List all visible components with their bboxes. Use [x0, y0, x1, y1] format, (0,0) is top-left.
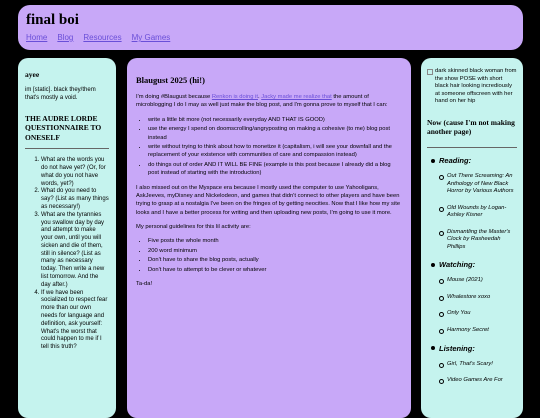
- nav-resources-link[interactable]: Resources: [83, 33, 122, 42]
- bullet-icon: [431, 159, 435, 163]
- profile-name: ayee: [25, 70, 40, 79]
- post-intro-text: the amount of microblogging I do I may as well just make the blog post, and I'm gonna prove to myself that I can:: [136, 94, 388, 109]
- divider: [25, 148, 109, 149]
- list-item: Mouse (2021): [447, 277, 517, 285]
- divider: [427, 147, 517, 148]
- left-sidebar: [18, 58, 116, 418]
- nav-my-games-link[interactable]: My Games: [131, 33, 171, 42]
- watching-heading: [431, 260, 517, 269]
- post-paragraph: I also missed out on the Myspace era because I mostly used the computer to use Yahooligans, AskJeeves, myDisney and Nickelodeon, and games that didn't connect to other players and have been trying to grasp at a nostalgia I've been on the fringes of by getting neocities. Now that I like how my site looks and I have a better process for writing and then uploading new posts, I'm going to use it more.: [136, 184, 401, 216]
- post-intro-text: .: [257, 94, 262, 100]
- now-title: Now (cause I'm not making another page): [427, 117, 515, 137]
- list-item: Harmony Secret: [447, 327, 517, 335]
- listening-list: [427, 361, 517, 385]
- list-item: Out There Screaming: An Anthology of New Black Horror by Various Authors: [447, 173, 517, 196]
- blog-post: [127, 58, 411, 418]
- list-item: Girl, That's Scary!: [447, 361, 517, 369]
- listening-label: Listening:: [439, 343, 475, 353]
- reading-label: Reading:: [439, 156, 472, 166]
- profile-bio: im [static]. black they/them that's mostly a void.: [25, 87, 96, 101]
- watching-label: Watching:: [439, 260, 476, 270]
- reading-list: [427, 173, 517, 251]
- list-item: • use the energy I spend on doomscrolling/angryposting on making a cohesive (to me) blog post instead: [148, 125, 402, 142]
- post-title: Blaugust 2025 (hi!): [136, 75, 205, 85]
- site-header: [18, 5, 523, 50]
- list-item: Dismantling the Master's Clock by Rasheedah Phillips: [447, 229, 517, 252]
- list-item: 3. What are the tyrannies you swallow day by day and attempt to make your own, until you will sicken and die of them, still in silence? (List as many as necessary today. Then write a new list tomorrow. And the day after.): [41, 212, 109, 290]
- post-intro-text: I'm doing #Blaugust because: [136, 94, 212, 100]
- post-paragraph: My personal guidelines for this lil activity are:: [136, 224, 251, 231]
- bullet-icon: [431, 263, 435, 267]
- bullet-icon: [431, 346, 435, 350]
- list-item: • do things out of order AND IT WILL BE FINE (example is this post because I already did a blog post instead of starting with the introduction): [148, 161, 402, 178]
- questionnaire-title: THE AUDRE LORDE QUESTIONNAIRE TO ONESELF: [25, 114, 102, 142]
- list-item: 4. If we have been socialized to respect fear more than our own needs for language and definition, ask yourself: What's the worst that could happen to me if I tell this truth?: [41, 290, 109, 352]
- list-item: 2. What do you need to say? (List as many things as necessary!): [41, 188, 109, 211]
- jacky-link[interactable]: Jacky made me realize that: [261, 94, 332, 100]
- nav-home-link[interactable]: Home: [26, 33, 48, 42]
- broken-image-icon: [427, 69, 433, 75]
- list-item: • Don't have to share the blog posts, actually: [148, 256, 402, 264]
- watching-list: [427, 277, 517, 334]
- list-item: • write without trying to think about how to monetize it (capitalism, i will see your downfall and the replacement of your existence with communities of care and compassion instead): [148, 143, 402, 160]
- list-item: • Don't have to attempt to be clever or whatever: [148, 266, 402, 274]
- post-intro: [136, 93, 402, 110]
- nav-blog-link[interactable]: Blog: [57, 33, 74, 42]
- list-item: • Five posts the whole month: [148, 237, 402, 245]
- main-nav: [26, 33, 515, 42]
- post-signoff: Ta-da!: [136, 281, 153, 288]
- right-sidebar: [421, 58, 523, 418]
- guidelines-list: [136, 237, 402, 274]
- renkon-link[interactable]: Renkon is doing it: [211, 94, 258, 100]
- list-item: 1. What are the words you do not have yet? (Or, for what do you not have words, yet?): [41, 157, 109, 188]
- list-item: Video Games Are For: [447, 377, 517, 385]
- listening-heading: [431, 344, 517, 353]
- site-title: final boi: [26, 12, 79, 28]
- list-item: Only You: [447, 310, 517, 318]
- image-alt-text: dark skinned black woman from the show POSE with short black hair looking incrediously at someone offscreen with her hand on her hip: [435, 68, 517, 105]
- list-item: • 200 word minimum: [148, 247, 402, 255]
- broken-image: [427, 68, 517, 106]
- list-item: Whalestore xoxo: [447, 294, 517, 302]
- questionnaire-list: [25, 157, 109, 352]
- goals-list: [136, 116, 402, 178]
- list-item: • write a little bit more (not necessarily everyday AND THAT IS GOOD): [148, 116, 402, 124]
- list-item: Old Wounds by Logan-Ashley Kisner: [447, 205, 517, 220]
- reading-heading: [431, 156, 517, 165]
